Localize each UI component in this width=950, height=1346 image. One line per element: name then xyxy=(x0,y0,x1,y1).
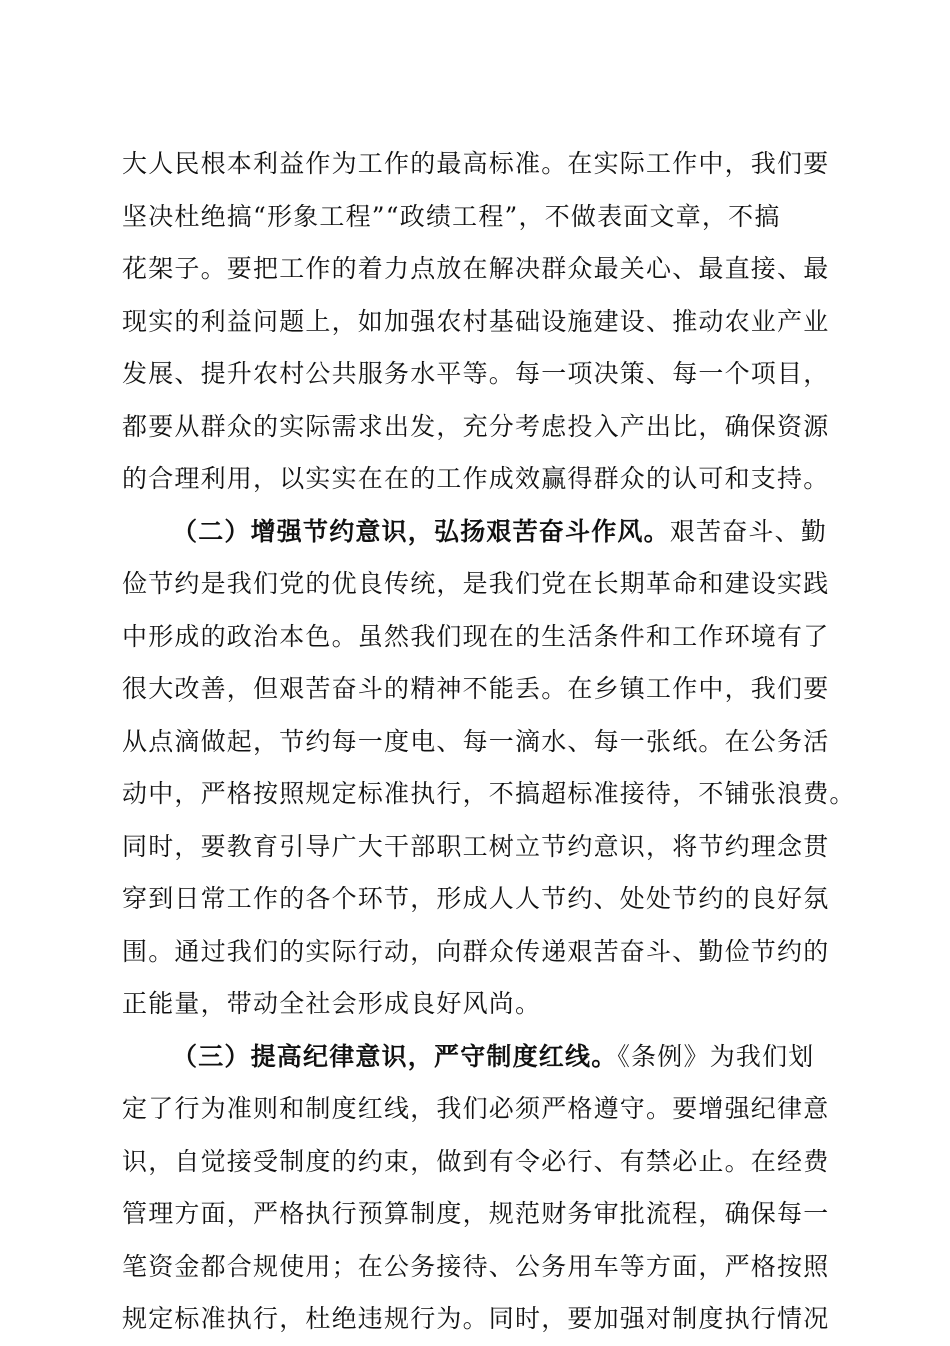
paragraph-text: 艰苦奋斗、勤 xyxy=(669,516,828,546)
text-line: 的合理利用，以实实在在的工作成效赢得群众的认可和支持。 xyxy=(122,464,830,493)
text-line: 发展、提升农村公共服务水平等。每一项决策、每一个项目， xyxy=(122,359,830,388)
text-line: 同时，要教育引导广大干部职工树立节约意识，将节约理念贯 xyxy=(122,831,830,861)
text-line: 围。通过我们的实际行动，向群众传递艰苦奋斗、勤俭节约的 xyxy=(122,936,830,966)
text-line: 大人民根本利益作为工作的最高标准。在实际工作中，我们要 xyxy=(122,149,830,178)
text-line: 笔资金都合规使用；在公务接待、公务用车等方面，严格按照 xyxy=(122,1251,830,1281)
text-line: 正能量，带动全社会形成良好风尚。 xyxy=(122,989,542,1018)
text-line: 穿到日常工作的各个环节，形成人人节约、处处节约的良好氛 xyxy=(122,884,830,913)
text-line: 识，自觉接受制度的约束，做到有令必行、有禁必止。在经费 xyxy=(122,1146,830,1176)
paragraph-text: 《条例》为我们划 xyxy=(617,1041,815,1071)
section-heading: （三）提高纪律意识，严守制度红线。 xyxy=(172,1041,618,1071)
text-line: 中形成的政治本色。虽然我们现在的生活条件和工作环境有了 xyxy=(122,621,830,651)
text-line: 管理方面，严格执行预算制度，规范财务审批流程，确保每一 xyxy=(122,1199,830,1228)
text-line: 现实的利益问题上，如加强农村基础设施建设、推动农业产业 xyxy=(122,306,830,336)
text-line: 从点滴做起，节约每一度电、每一滴水、每一张纸。在公务活 xyxy=(122,726,830,756)
text-line: 定了行为准则和制度红线，我们必须严格遵守。要增强纪律意 xyxy=(122,1094,830,1123)
text-line: 动中，严格按照规定标准执行，不搞超标准接待，不铺张浪费。 xyxy=(122,779,856,808)
text-line: 俭节约是我们党的优良传统，是我们党在长期革命和建设实践 xyxy=(122,569,830,598)
text-line: 规定标准执行，杜绝违规行为。同时，要加强对制度执行情况 xyxy=(122,1304,830,1333)
text-line: 花架子。要把工作的着力点放在解决群众最关心、最直接、最 xyxy=(122,254,830,283)
text-line: 坚决杜绝搞“形象工程”“政绩工程”，不做表面文章，不搞 xyxy=(122,201,781,231)
document-body xyxy=(122,138,856,1346)
paragraph-first-line xyxy=(122,506,828,559)
text-line: 很大改善，但艰苦奋斗的精神不能丢。在乡镇工作中，我们要 xyxy=(122,674,830,703)
paragraph-first-line xyxy=(122,1031,828,1084)
section-heading: （二）增强节约意识，弘扬艰苦奋斗作风。 xyxy=(172,516,670,546)
text-line: 都要从群众的实际需求出发，充分考虑投入产出比，确保资源 xyxy=(122,411,830,441)
